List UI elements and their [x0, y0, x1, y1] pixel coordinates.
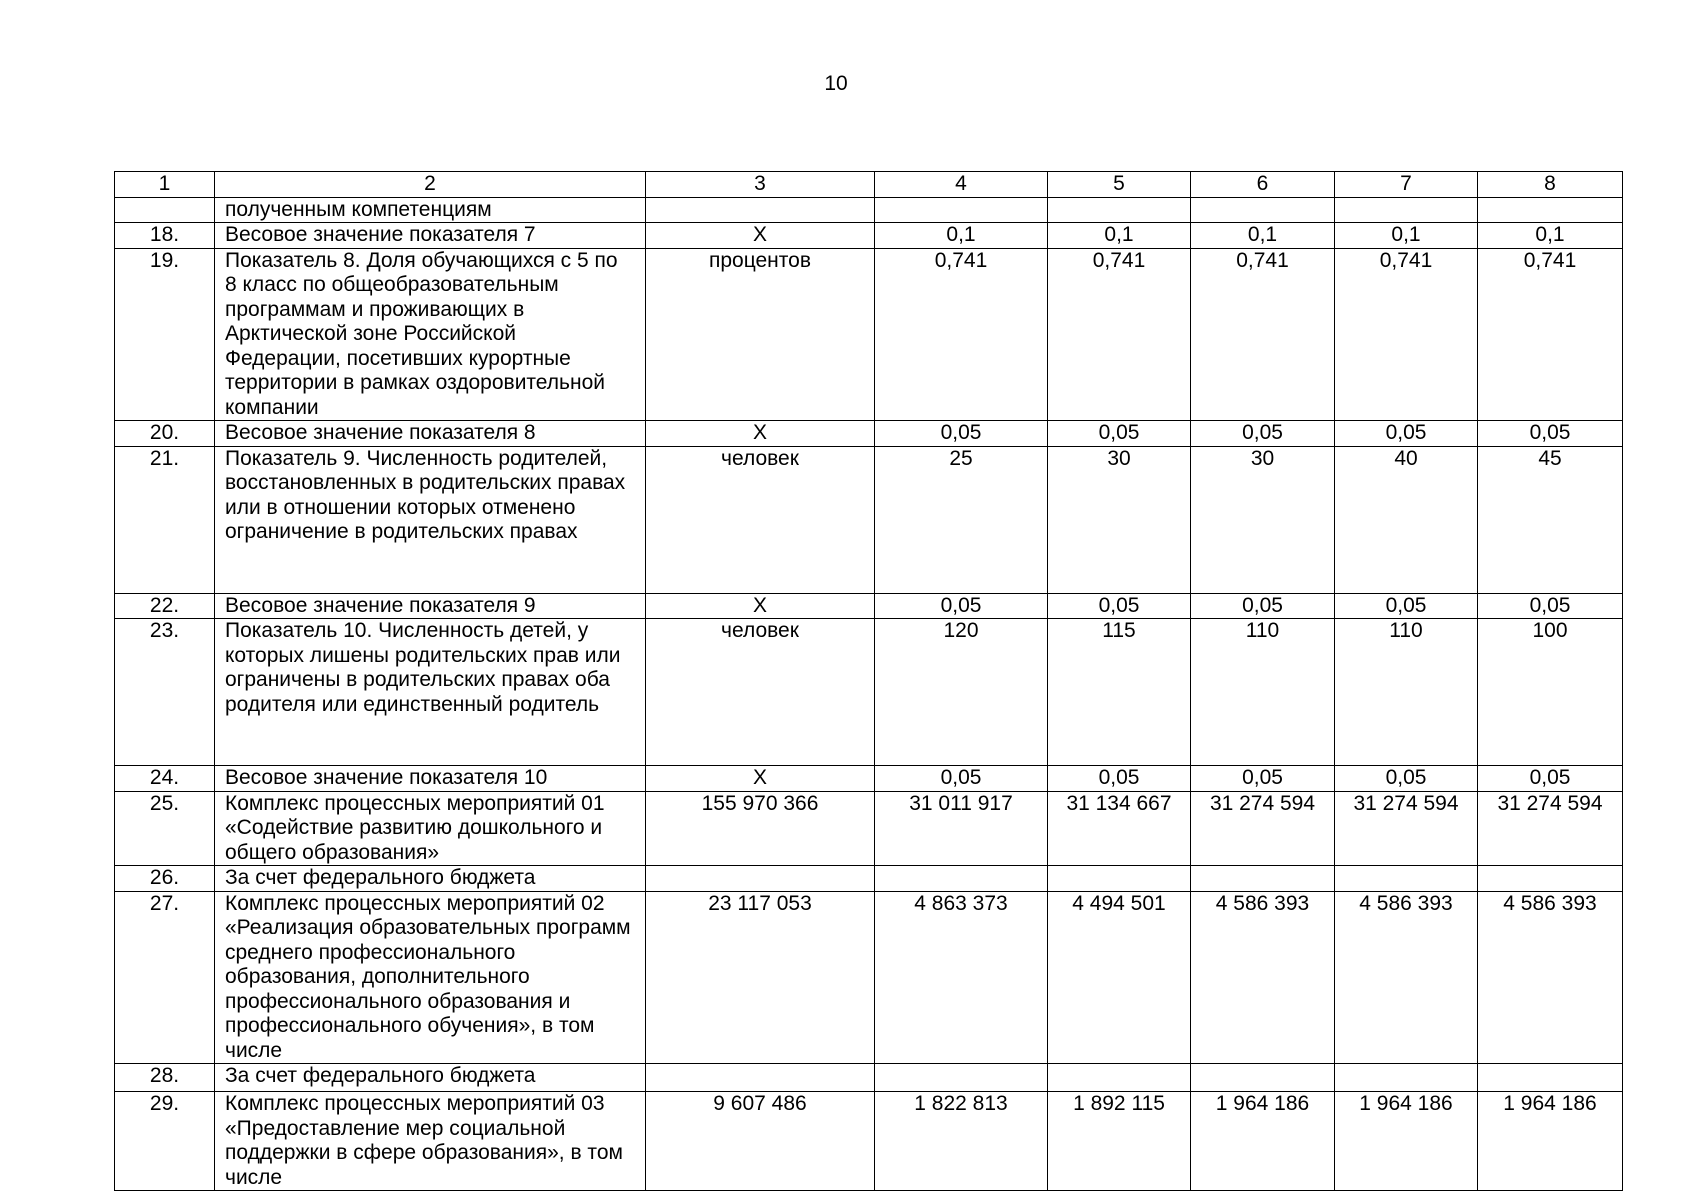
value-cell: [1335, 866, 1478, 892]
indicator-name-cell: Весовое значение показателя 7: [215, 223, 646, 249]
unit-cell: человек: [646, 619, 875, 766]
table-row: [115, 223, 1623, 249]
row-number-cell: 28.: [115, 1064, 215, 1092]
row-number-cell: 27.: [115, 891, 215, 1064]
value-cell: 4 586 393: [1191, 891, 1335, 1064]
unit-cell: X: [646, 593, 875, 619]
value-cell: 0,741: [875, 248, 1048, 421]
value-cell: [1335, 197, 1478, 223]
table-row: [115, 866, 1623, 892]
value-cell: 30: [1048, 446, 1191, 593]
value-cell: 0,05: [1048, 421, 1191, 447]
unit-cell: [646, 866, 875, 892]
table-row: [115, 1064, 1623, 1092]
table-row: [115, 248, 1623, 421]
header-cell: 6: [1191, 172, 1335, 198]
unit-cell: 23 117 053: [646, 891, 875, 1064]
table-row: [115, 1092, 1623, 1191]
table-row: [115, 421, 1623, 447]
value-cell: 0,1: [1335, 223, 1478, 249]
value-cell: 0,05: [1335, 593, 1478, 619]
row-number-cell: [115, 197, 215, 223]
value-cell: 31 274 594: [1191, 791, 1335, 866]
value-cell: 0,05: [1335, 766, 1478, 792]
header-cell: 1: [115, 172, 215, 198]
unit-cell: X: [646, 223, 875, 249]
value-cell: 0,05: [1335, 421, 1478, 447]
header-cell: 5: [1048, 172, 1191, 198]
value-cell: 0,05: [1478, 593, 1623, 619]
table-row: [115, 766, 1623, 792]
value-cell: 25: [875, 446, 1048, 593]
row-number-cell: 21.: [115, 446, 215, 593]
value-cell: 0,05: [875, 421, 1048, 447]
indicator-name-cell: Весовое значение показателя 8: [215, 421, 646, 447]
value-cell: 115: [1048, 619, 1191, 766]
value-cell: 100: [1478, 619, 1623, 766]
indicator-name-cell: Комплекс процессных мероприятий 01 «Содействие развитию дошкольного и общего образования»: [215, 791, 646, 866]
row-number-cell: 25.: [115, 791, 215, 866]
value-cell: 30: [1191, 446, 1335, 593]
header-cell: 4: [875, 172, 1048, 198]
value-cell: 0,05: [1191, 766, 1335, 792]
row-number-cell: 29.: [115, 1092, 215, 1191]
indicator-name-cell: Весовое значение показателя 10: [215, 766, 646, 792]
value-cell: 0,1: [1191, 223, 1335, 249]
value-cell: 0,05: [875, 766, 1048, 792]
header-cell: 8: [1478, 172, 1623, 198]
table-row: [115, 197, 1623, 223]
value-cell: 0,05: [1048, 593, 1191, 619]
row-number-cell: 23.: [115, 619, 215, 766]
value-cell: [1048, 866, 1191, 892]
unit-cell: X: [646, 766, 875, 792]
value-cell: [875, 1064, 1048, 1092]
unit-cell: человек: [646, 446, 875, 593]
value-cell: 0,1: [875, 223, 1048, 249]
value-cell: 110: [1335, 619, 1478, 766]
value-cell: 31 011 917: [875, 791, 1048, 866]
value-cell: [1478, 866, 1623, 892]
row-number-cell: 26.: [115, 866, 215, 892]
value-cell: 0,05: [875, 593, 1048, 619]
value-cell: 4 586 393: [1478, 891, 1623, 1064]
value-cell: 0,05: [1478, 421, 1623, 447]
indicator-name-cell: Показатель 9. Численность родителей, восстановленных в родительских правах или в отношении которых отменено ограничение в родительских правах: [215, 446, 646, 593]
table-row: [115, 891, 1623, 1064]
row-number-cell: 18.: [115, 223, 215, 249]
row-number-cell: 24.: [115, 766, 215, 792]
value-cell: 110: [1191, 619, 1335, 766]
indicator-name-cell: За счет федерального бюджета: [215, 1064, 646, 1092]
indicator-name-cell: Показатель 10. Численность детей, у которых лишены родительских прав или ограничены в родительских правах оба родителя или единственный родитель: [215, 619, 646, 766]
value-cell: [1478, 197, 1623, 223]
value-cell: [1191, 197, 1335, 223]
value-cell: 0,741: [1048, 248, 1191, 421]
value-cell: 31 274 594: [1478, 791, 1623, 866]
row-number-cell: 19.: [115, 248, 215, 421]
unit-cell: [646, 197, 875, 223]
unit-cell: 155 970 366: [646, 791, 875, 866]
indicator-name-cell: Показатель 8. Доля обучающихся с 5 по 8 класс по общеобразовательным программам и проживающих в Арктической зоне Российской Федерации, посетивших курортные территории в рамках оздоровительной компании: [215, 248, 646, 421]
value-cell: 1 822 813: [875, 1092, 1048, 1191]
value-cell: [875, 197, 1048, 223]
value-cell: 0,741: [1478, 248, 1623, 421]
value-cell: 31 274 594: [1335, 791, 1478, 866]
indicator-name-cell: За счет федерального бюджета: [215, 866, 646, 892]
value-cell: 0,05: [1191, 593, 1335, 619]
value-cell: 0,741: [1335, 248, 1478, 421]
page-number: 10: [824, 72, 848, 95]
indicators-table: [114, 171, 1623, 1191]
table-row: [115, 593, 1623, 619]
value-cell: 0,1: [1048, 223, 1191, 249]
value-cell: 0,05: [1048, 766, 1191, 792]
value-cell: 4 494 501: [1048, 891, 1191, 1064]
header-cell: 7: [1335, 172, 1478, 198]
indicator-name-cell: полученным компетенциям: [215, 197, 646, 223]
value-cell: 0,741: [1191, 248, 1335, 421]
value-cell: 4 586 393: [1335, 891, 1478, 1064]
value-cell: 31 134 667: [1048, 791, 1191, 866]
value-cell: [1335, 1064, 1478, 1092]
value-cell: 0,1: [1478, 223, 1623, 249]
table-row: [115, 791, 1623, 866]
table-header-row: [115, 172, 1623, 198]
value-cell: 45: [1478, 446, 1623, 593]
header-cell: 3: [646, 172, 875, 198]
value-cell: [1048, 197, 1191, 223]
value-cell: 1 964 186: [1478, 1092, 1623, 1191]
value-cell: 1 892 115: [1048, 1092, 1191, 1191]
value-cell: 40: [1335, 446, 1478, 593]
indicator-name-cell: Комплекс процессных мероприятий 02 «Реализация образовательных программ среднего профессионального образования, дополнительного профессионального образования и профессионального обучения», в том числе: [215, 891, 646, 1064]
unit-cell: процентов: [646, 248, 875, 421]
value-cell: 120: [875, 619, 1048, 766]
value-cell: [1478, 1064, 1623, 1092]
value-cell: [1191, 1064, 1335, 1092]
indicator-name-cell: Комплекс процессных мероприятий 03 «Предоставление мер социальной поддержки в сфере образования», в том числе: [215, 1092, 646, 1191]
value-cell: 0,05: [1478, 766, 1623, 792]
value-cell: [875, 866, 1048, 892]
unit-cell: [646, 1064, 875, 1092]
header-cell: 2: [215, 172, 646, 198]
value-cell: 4 863 373: [875, 891, 1048, 1064]
value-cell: [1191, 866, 1335, 892]
row-number-cell: 22.: [115, 593, 215, 619]
indicator-name-cell: Весовое значение показателя 9: [215, 593, 646, 619]
unit-cell: 9 607 486: [646, 1092, 875, 1191]
value-cell: 1 964 186: [1335, 1092, 1478, 1191]
table-row: [115, 619, 1623, 766]
value-cell: 1 964 186: [1191, 1092, 1335, 1191]
unit-cell: X: [646, 421, 875, 447]
row-number-cell: 20.: [115, 421, 215, 447]
table-row: [115, 446, 1623, 593]
value-cell: 0,05: [1191, 421, 1335, 447]
value-cell: [1048, 1064, 1191, 1092]
